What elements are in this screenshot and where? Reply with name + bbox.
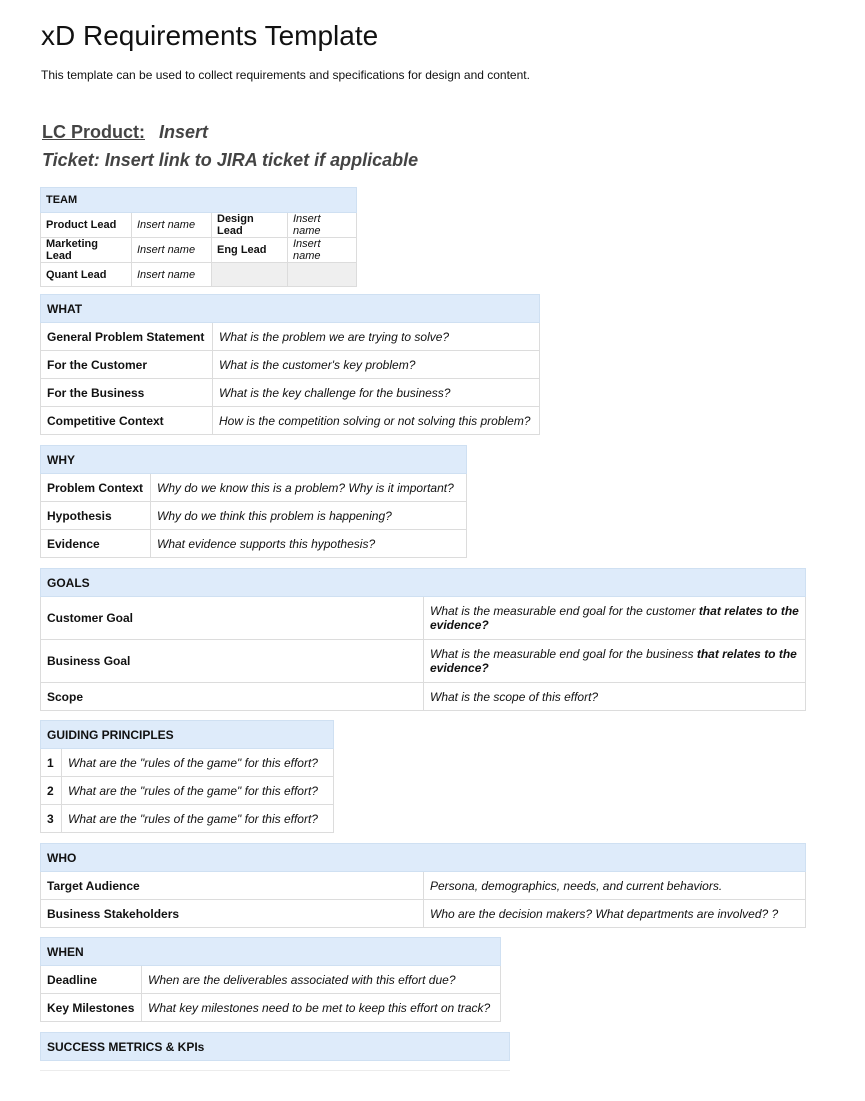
team-name-cell[interactable]: Insert name bbox=[132, 213, 212, 238]
row-label: Scope bbox=[41, 683, 424, 711]
table-row bbox=[41, 872, 806, 900]
goals-header: GOALS bbox=[41, 569, 806, 597]
empty-cell bbox=[288, 263, 357, 287]
page-title: xD Requirements Template bbox=[41, 20, 379, 51]
row-prompt[interactable]: What key milestones need to be met to keep this effort on track? bbox=[142, 994, 501, 1022]
who-header: WHO bbox=[41, 844, 806, 872]
team-table bbox=[40, 187, 357, 287]
table-row bbox=[41, 900, 806, 928]
row-prompt[interactable]: What is the problem we are trying to solve? bbox=[213, 323, 540, 351]
row-label: Business Stakeholders bbox=[41, 900, 424, 928]
team-role: Marketing Lead bbox=[41, 238, 132, 263]
team-role: Quant Lead bbox=[41, 263, 132, 287]
table-row bbox=[41, 805, 334, 833]
table-row bbox=[41, 749, 334, 777]
row-prompt[interactable]: Why do we know this is a problem? Why is it important? bbox=[151, 474, 467, 502]
row-label: General Problem Statement bbox=[41, 323, 213, 351]
empty-cell bbox=[212, 263, 288, 287]
table-row bbox=[41, 683, 806, 711]
table-row bbox=[41, 213, 357, 238]
row-label: Competitive Context bbox=[41, 407, 213, 435]
row-prompt[interactable]: Who are the decision makers? What departments are involved? ? bbox=[424, 900, 806, 928]
row-prompt[interactable]: What are the "rules of the game" for this effort? bbox=[62, 777, 334, 805]
table-row bbox=[41, 597, 806, 640]
table-continuation-line bbox=[40, 1070, 510, 1071]
table-row bbox=[41, 238, 357, 263]
team-role: Product Lead bbox=[41, 213, 132, 238]
team-name-cell[interactable]: Insert name bbox=[132, 238, 212, 263]
row-label: Key Milestones bbox=[41, 994, 142, 1022]
table-row bbox=[41, 351, 540, 379]
row-label: Customer Goal bbox=[41, 597, 424, 640]
row-label: Target Audience bbox=[41, 872, 424, 900]
row-label: Evidence bbox=[41, 530, 151, 558]
product-line bbox=[42, 122, 208, 143]
row-prompt[interactable]: When are the deliverables associated with this effort due? bbox=[142, 966, 501, 994]
when-table bbox=[40, 937, 501, 1022]
team-name-cell[interactable]: Insert name bbox=[288, 238, 357, 263]
prompt-emphasis: that relates to the evidence? bbox=[430, 604, 799, 632]
principles-table bbox=[40, 720, 334, 833]
row-number: 1 bbox=[41, 749, 62, 777]
row-prompt[interactable]: What is the scope of this effort? bbox=[424, 683, 806, 711]
row-prompt[interactable]: What is the customer's key problem? bbox=[213, 351, 540, 379]
why-table bbox=[40, 445, 467, 558]
table-row bbox=[41, 994, 501, 1022]
what-table bbox=[40, 294, 540, 435]
row-number: 3 bbox=[41, 805, 62, 833]
row-label: Business Goal bbox=[41, 640, 424, 683]
table-row bbox=[41, 323, 540, 351]
principles-header: GUIDING PRINCIPLES bbox=[41, 721, 334, 749]
metrics-table bbox=[40, 1032, 510, 1061]
table-row bbox=[41, 777, 334, 805]
row-prompt[interactable] bbox=[424, 640, 806, 683]
row-prompt[interactable]: How is the competition solving or not solving this problem? bbox=[213, 407, 540, 435]
product-value[interactable]: Insert bbox=[159, 122, 209, 142]
row-label: Deadline bbox=[41, 966, 142, 994]
row-prompt[interactable]: What are the "rules of the game" for this effort? bbox=[62, 805, 334, 833]
team-header: TEAM bbox=[41, 188, 357, 213]
row-label: Hypothesis bbox=[41, 502, 151, 530]
table-row bbox=[41, 966, 501, 994]
team-role: Eng Lead bbox=[212, 238, 288, 263]
metrics-header: SUCCESS METRICS & KPIs bbox=[41, 1033, 510, 1061]
table-row bbox=[41, 530, 467, 558]
row-prompt[interactable] bbox=[424, 597, 806, 640]
when-header: WHEN bbox=[41, 938, 501, 966]
table-row bbox=[41, 407, 540, 435]
prompt-text: What is the measurable end goal for the customer bbox=[430, 604, 699, 618]
row-number: 2 bbox=[41, 777, 62, 805]
row-prompt[interactable]: Persona, demographics, needs, and current behaviors. bbox=[424, 872, 806, 900]
row-prompt[interactable]: What evidence supports this hypothesis? bbox=[151, 530, 467, 558]
row-prompt[interactable]: What are the "rules of the game" for this effort? bbox=[62, 749, 334, 777]
who-table bbox=[40, 843, 806, 928]
team-role: Design Lead bbox=[212, 213, 288, 238]
product-label: LC Product: bbox=[42, 122, 145, 142]
row-label: For the Business bbox=[41, 379, 213, 407]
row-prompt[interactable]: What is the key challenge for the business? bbox=[213, 379, 540, 407]
row-label: For the Customer bbox=[41, 351, 213, 379]
row-prompt[interactable]: Why do we think this problem is happening? bbox=[151, 502, 467, 530]
why-header: WHY bbox=[41, 446, 467, 474]
row-label: Problem Context bbox=[41, 474, 151, 502]
team-name-cell[interactable]: Insert name bbox=[132, 263, 212, 287]
prompt-text: What is the measurable end goal for the business bbox=[430, 647, 697, 661]
ticket-line[interactable]: Ticket: Insert link to JIRA ticket if applicable bbox=[42, 150, 419, 170]
goals-table bbox=[40, 568, 806, 711]
table-row bbox=[41, 263, 357, 287]
table-row bbox=[41, 474, 467, 502]
what-header: WHAT bbox=[41, 295, 540, 323]
table-row bbox=[41, 502, 467, 530]
prompt-emphasis: that relates to the evidence? bbox=[430, 647, 797, 675]
page-description: This template can be used to collect requirements and specifications for design and content. bbox=[41, 68, 530, 82]
table-row bbox=[41, 379, 540, 407]
team-name-cell[interactable]: Insert name bbox=[288, 213, 357, 238]
table-row bbox=[41, 640, 806, 683]
